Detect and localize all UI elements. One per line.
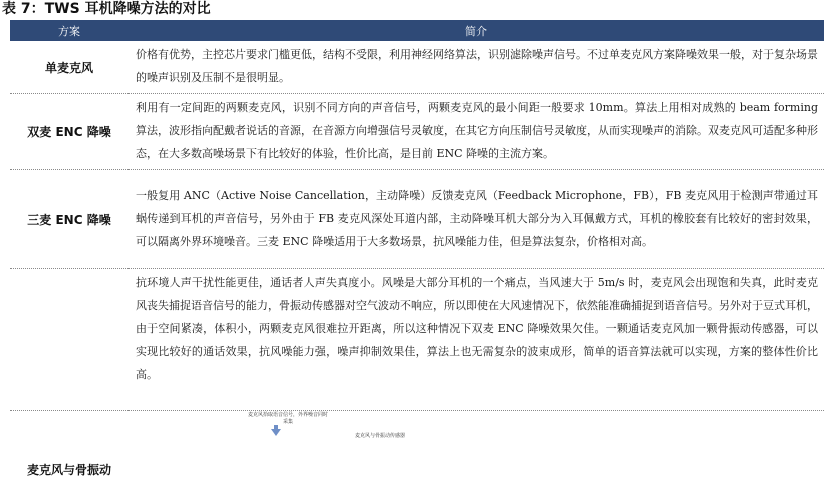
down-arrow-icon <box>271 429 281 436</box>
scheme-name: 单麦克风 <box>10 41 128 94</box>
table-title: 表 7：TWS 耳机降噪方法的对比 <box>2 1 211 17</box>
scheme-diagram-cell <box>128 411 824 472</box>
scheme-description: 利用有一定间距的两颗麦克风，识别不同方向的声音信号，两颗麦克风的最小间距一般要求 10mm。算法上用相对成熟的 beam forming 算法，波形指向配戴者说话的音源，在音源方向增强信号灵敏度，在其它方向压制信号灵敏度，从而实现噪声的消除。双麦克风可适配多种形态，在大多数高噪场景下有比较好的体验，性价比高，是目前 ENC 降噪的主流方案。 <box>128 94 824 170</box>
table-header-row <box>10 20 824 41</box>
diagram-caption-sensor: 麦克风与骨振动传感器 <box>355 433 406 439</box>
diagram-caption-mic: 麦克风拾取语音信号，外界噪音同时采集 <box>248 412 329 425</box>
scheme-name: 三麦 ENC 降噪 <box>10 170 128 269</box>
table-row <box>10 269 824 411</box>
table-row <box>10 94 824 170</box>
header-description: 简介 <box>128 20 824 41</box>
scheme-description: 一般复用 ANC（Active Noise Cancellation，主动降噪）反馈麦克风（Feedback Microphone，FB），FB 麦克风用于检测声带通过耳蜗传递到耳机的声音信号，另外由于 FB 麦克风深处耳道内部，主动降噪耳机大部分为入耳佩戴方式，耳机的橡胶套有比较好的密封效果，可以隔离外界环境噪音。三麦 ENC 降噪适用于大多数场景，抗风噪能力佳，但是算法复杂，价格相对高。 <box>128 170 824 269</box>
scheme-name-text: 麦克风与骨振动 <box>26 463 111 477</box>
comparison-table <box>10 20 824 477</box>
scheme-name <box>10 411 128 477</box>
scheme-description: 价格有优势，主控芯片要求门槛更低，结构不受限，利用神经网络算法，识别滤除噪声信号。不过单麦克风方案降噪效果一般，对于复杂场景的噪声识别及压制不是很明显。 <box>128 41 824 94</box>
scheme-name: 双麦 ENC 降噪 <box>10 94 128 170</box>
table-row <box>10 41 824 94</box>
scheme-name <box>10 269 128 411</box>
table-row <box>10 170 824 269</box>
bone-conduction-diagram <box>128 411 824 471</box>
header-scheme: 方案 <box>10 20 128 41</box>
scheme-description: 抗环境人声干扰性能更佳，通话者人声失真度小。风噪是大部分耳机的一个痛点，当风速大于 5m/s 时，麦克风会出现饱和失真，此时麦克风丧失捕捉语音信号的能力，骨振动传感器对空气波动不响应，所以即使在大风速情况下，依然能准确捕捉到语音信号。另外对于豆式耳机，由于空间紧凑，体积小，两颗麦克风很难拉开距离，所以这种情况下双麦 ENC 降噪效果欠佳。一颗通话麦克风加一颗骨振动传感器，可以实现比较好的通话效果，抗风噪能力强，噪声抑制效果佳，算法上也无需复杂的波束成形，简单的语音算法就可以实现，方案的整体性价比高。 <box>128 269 824 411</box>
table-row <box>10 411 824 472</box>
